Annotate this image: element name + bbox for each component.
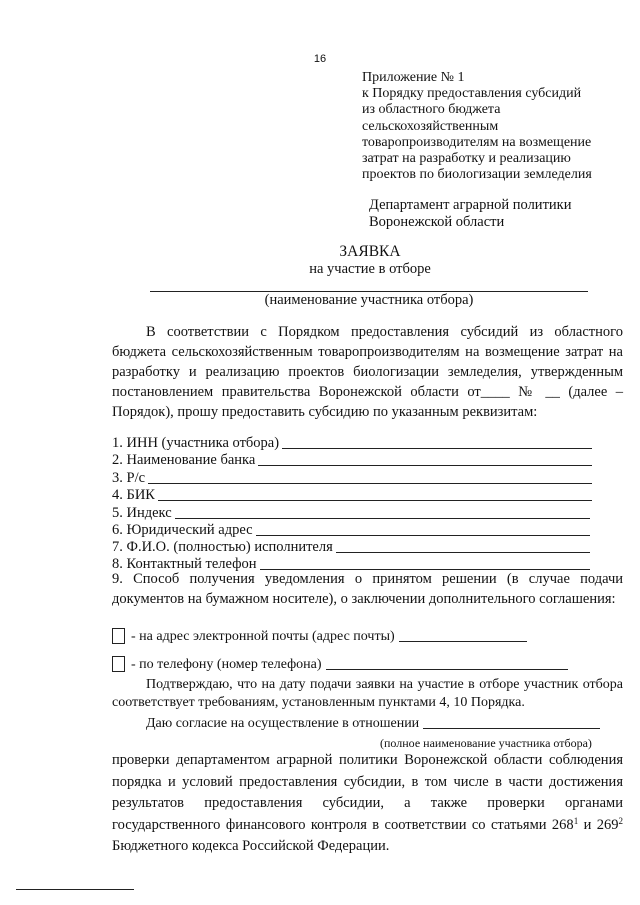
notification-paragraph: 9. Способ получения уведомления о принятом решении (в случае подачи документов на бумажном носителе), о заключении дополнительного соглашения:	[112, 571, 623, 607]
annex-line: к Порядку предоставления субсидий	[362, 86, 582, 102]
page-number: 16	[313, 53, 327, 65]
email-fill-line[interactable]	[399, 641, 527, 642]
addressee-line: Воронежской области	[369, 214, 505, 230]
field-label: 3. Р/с	[112, 470, 146, 486]
fill-line[interactable]	[148, 482, 592, 484]
annex-header	[362, 70, 632, 183]
confirmation-paragraph	[112, 676, 623, 712]
field-account[interactable]	[112, 469, 592, 487]
checkbox-email[interactable]	[112, 628, 125, 644]
annex-line: проектов по биологизации земледелия	[362, 167, 592, 183]
consent-lead-text: Даю согласие на осуществление в отношении	[146, 716, 420, 731]
field-label: 5. Индекс	[112, 505, 172, 521]
fill-line[interactable]	[256, 534, 590, 536]
consent-paragraph	[112, 750, 623, 858]
field-bik[interactable]	[112, 486, 592, 504]
superscript: 1	[573, 815, 579, 826]
annex-line: сельскохозяйственным	[362, 118, 499, 134]
field-label: 1. ИНН (участника отбора)	[112, 435, 280, 451]
confirmation-text: Подтверждаю, что на дату подачи заявки на участие в отборе участник отбора соответствует требованиям, установленным пунктами 4, 10 Порядка.	[112, 677, 623, 710]
fill-line[interactable]	[336, 551, 590, 553]
footnote-separator	[16, 889, 134, 890]
option-email[interactable]	[112, 628, 527, 645]
addressee	[369, 197, 571, 231]
intro-paragraph	[112, 322, 623, 422]
document-subtitle: на участие в отборе	[309, 261, 431, 277]
field-label: 2. Наименование банка	[112, 452, 256, 468]
option-label: - на адрес электронной почты (адрес почты)	[131, 629, 395, 644]
field-bank-name[interactable]	[112, 451, 592, 469]
fill-line[interactable]	[175, 517, 590, 519]
annex-line: товаропроизводителям на возмещение	[362, 134, 592, 150]
option-label: - по телефону (номер телефона)	[131, 657, 322, 672]
phone-fill-line[interactable]	[326, 669, 568, 670]
annex-line: Приложение № 1	[362, 70, 465, 85]
field-label: 8. Контактный телефон	[112, 556, 257, 572]
field-executor-name[interactable]	[112, 538, 590, 556]
consent-fill-line[interactable]	[423, 728, 600, 729]
intro-text: В соответствии с Порядком предоставления субсидий из областного бюджета сельскохозяйственным товаропроизводителям на возмещение затрат на разработку и реализацию проектов биологизации земледелия, утвержденным постановлением правительства Воронежской области от____ № __ (далее – Порядок), прошу предоставить субсидию по указанным реквизитам:	[112, 324, 623, 420]
consent-lead	[146, 716, 600, 732]
field-inn[interactable]	[112, 434, 592, 452]
fill-line[interactable]	[158, 499, 592, 501]
superscript: 2	[618, 815, 623, 826]
consent-caption: (полное наименование участника отбора)	[380, 736, 592, 750]
fill-line[interactable]	[282, 447, 592, 449]
consent-body: и 269	[578, 816, 619, 833]
consent-body: Бюджетного кодекса Российской Федерации.	[112, 838, 390, 854]
fill-line[interactable]	[258, 464, 592, 466]
field-label: 4. БИК	[112, 487, 155, 503]
field-legal-address[interactable]	[112, 521, 590, 539]
annex-line: затрат на разработку и реализацию	[362, 151, 571, 167]
checkbox-phone[interactable]	[112, 656, 125, 672]
consent-body: проверки департаментом аграрной политики Воронежской области соблюдения порядка и условий предоставления субсидии, в том числе в части достижения результатов предоставления субсидии, а также проверки органами государственного финансового контроля в соответствии со статьями 268	[112, 752, 623, 833]
field-label: 6. Юридический адрес	[112, 522, 253, 538]
participant-caption: (наименование участника отбора)	[264, 292, 474, 308]
annex-line: из областного бюджета	[362, 102, 501, 118]
option-phone[interactable]	[112, 656, 568, 673]
field-index[interactable]	[112, 504, 590, 522]
addressee-line: Департамент аграрной политики	[369, 197, 572, 213]
document-title: ЗАЯВКА	[339, 243, 401, 260]
field-label: 7. Ф.И.О. (полностью) исполнителя	[112, 539, 333, 555]
